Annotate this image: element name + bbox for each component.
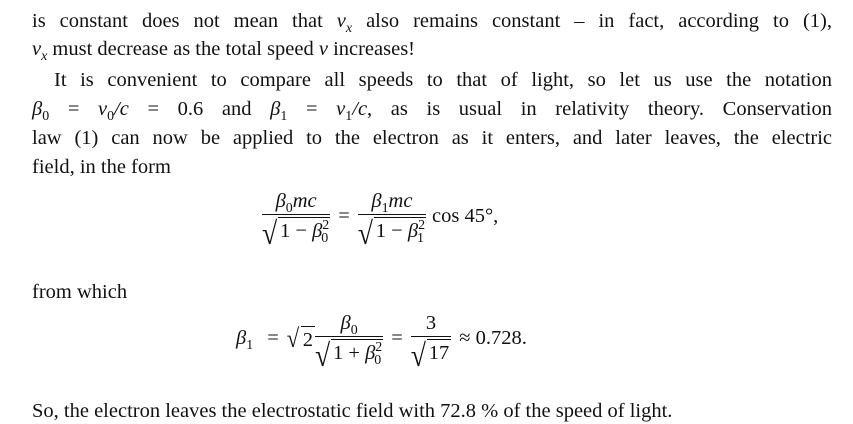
subscript: 0 — [350, 323, 358, 339]
subscript: 1 — [381, 201, 389, 217]
var-v: v — [318, 38, 328, 60]
eq2-fraction-1 — [315, 312, 383, 373]
var-beta: β — [365, 342, 376, 364]
var-beta: β — [32, 98, 43, 120]
radical-icon: √ — [357, 215, 373, 251]
text-segment: = 0.6 and — [128, 98, 271, 120]
text-segment: from which — [32, 281, 128, 303]
eq1-lhs-denominator — [262, 215, 330, 251]
eq1-tail: cos 45°, — [432, 205, 499, 227]
radical-icon: √ — [262, 215, 278, 251]
radical-icon: √ — [410, 337, 426, 373]
var-v: v — [32, 38, 42, 60]
paragraph1-line1 — [32, 8, 832, 37]
subscript: 1 — [246, 338, 254, 354]
eq2-approx-value: ≈ 0.728. — [459, 327, 527, 349]
var-v: v — [336, 98, 346, 120]
text-segment: , as is usual in relativity theory. Conservation — [367, 98, 832, 120]
text-segment: increases! — [327, 38, 416, 60]
sqrt — [357, 215, 426, 251]
eq1-rhs-denominator — [357, 215, 426, 251]
var-mc: mc — [292, 190, 317, 212]
superscript: 2 — [322, 218, 330, 234]
text-segment: law (1) can now be applied to the electron as it enters, and later leaves, the electric — [32, 127, 832, 149]
var-beta: β — [371, 190, 382, 212]
text-segment: It is convenient to compare all speeds to that of light, so let us use the notation — [54, 69, 832, 91]
sqrt — [410, 337, 452, 373]
subscript: 1 — [345, 109, 353, 125]
eq2-frac2-numerator: 3 — [425, 312, 437, 334]
sqrt — [315, 337, 383, 373]
sqrt — [262, 215, 330, 251]
paragraph2-line1 — [54, 67, 832, 93]
eq1-lhs-numerator — [262, 190, 330, 217]
var-c: /c — [114, 98, 129, 120]
equals-sign: = — [267, 327, 279, 349]
eq2-numerator — [315, 312, 383, 339]
var-mc: mc — [388, 190, 413, 212]
subscript: 0 — [321, 231, 329, 247]
text-segment: = — [49, 98, 98, 120]
equation-2 — [236, 312, 535, 373]
radical-icon: √ — [286, 323, 300, 353]
equals-sign: = — [338, 205, 350, 227]
var-v: v — [98, 98, 108, 120]
subscript: 0 — [42, 109, 50, 125]
eq2-lhs — [236, 327, 259, 354]
var-beta: β — [340, 312, 351, 334]
text-segment: 1 + — [333, 342, 366, 364]
radical-icon: √ — [315, 337, 331, 373]
text-segment: = — [287, 98, 337, 120]
subscript: x — [41, 49, 48, 65]
eq2-frac2-denominator — [410, 337, 452, 373]
sqrt-argument: 2 — [301, 326, 315, 352]
connector-text — [32, 279, 832, 305]
subscript: 1 — [417, 231, 424, 247]
equals-sign: = — [391, 327, 403, 349]
eq1-lhs-fraction — [262, 190, 330, 251]
text-segment: So, the electron leaves the electrostatic field with 72.8 % of the speed of light. — [32, 400, 673, 422]
var-beta: β — [312, 220, 323, 242]
eq1-rhs-fraction — [357, 190, 426, 251]
paragraph1-line2 — [32, 36, 832, 65]
subscript: x — [345, 21, 353, 37]
var-v: v — [336, 10, 346, 32]
var-c: /c — [352, 98, 368, 120]
sqrt-two — [286, 323, 315, 353]
eq2-denominator — [315, 337, 383, 373]
text-segment: 1 − — [375, 220, 408, 242]
subscript: 0 — [374, 353, 382, 369]
superscript: 2 — [418, 218, 426, 234]
subscript: 1 — [280, 109, 288, 125]
text-segment: must decrease as the total speed — [47, 38, 319, 60]
paragraph2-line2 — [32, 96, 832, 125]
text-segment: field, in the form — [32, 156, 171, 178]
equation-1 — [262, 190, 506, 251]
superscript: 2 — [375, 340, 383, 356]
var-beta: β — [270, 98, 281, 120]
subscript: 0 — [107, 109, 115, 125]
eq2-fraction-2 — [410, 312, 452, 373]
var-beta: β — [236, 327, 247, 349]
text-segment: is constant does not mean that — [32, 10, 337, 32]
paragraph2-line4 — [32, 154, 832, 180]
var-beta: β — [275, 190, 286, 212]
var-beta: β — [407, 220, 419, 242]
sqrt-argument: 17 — [427, 339, 452, 365]
paragraph2-line3 — [32, 125, 832, 151]
text-segment: also remains constant – in fact, according to (1), — [352, 10, 832, 32]
conclusion-text — [32, 398, 832, 424]
text-segment: 1 − — [280, 220, 313, 242]
subscript: 0 — [285, 201, 293, 217]
eq1-rhs-numerator — [358, 190, 426, 217]
